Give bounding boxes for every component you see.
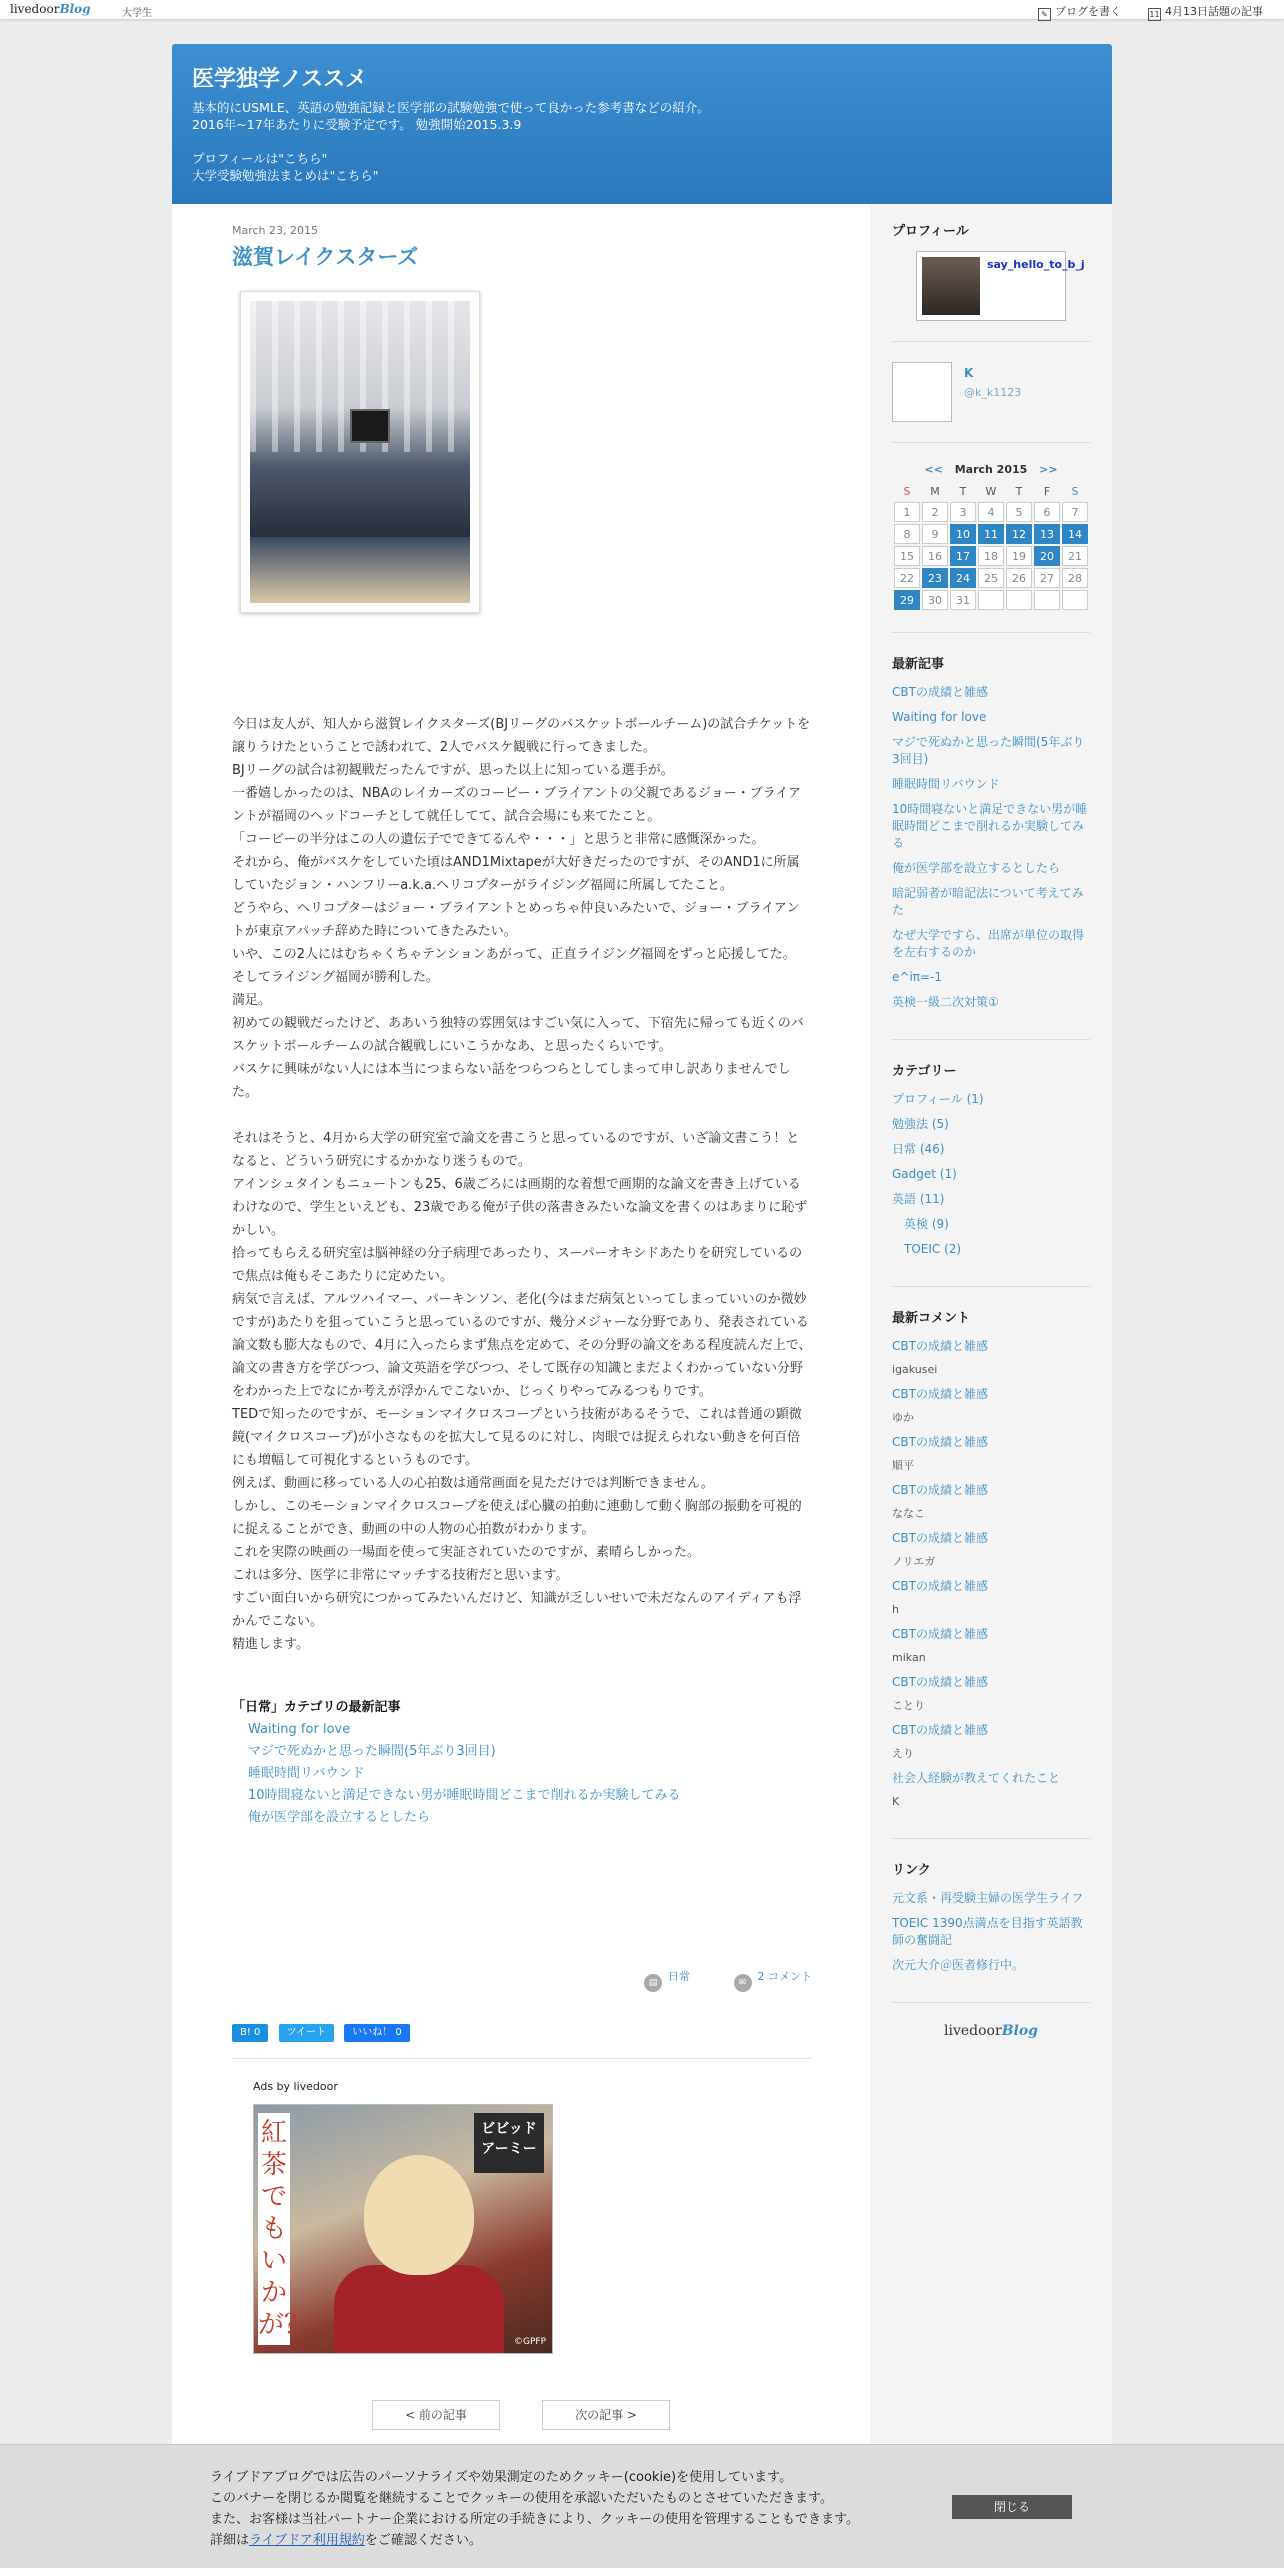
article-meta: [232, 1968, 812, 1992]
category-item: [892, 1166, 1090, 1183]
recent-article-item: [892, 776, 1090, 793]
hatena-bookmark-button[interactable]: B! 0: [232, 2024, 268, 2042]
calendar-weekday: S: [903, 484, 911, 498]
category-link[interactable]: 大学生: [122, 8, 152, 19]
comment-post-link[interactable]: 社会人経験が教えてくれたこと: [892, 1771, 1061, 1785]
category-link[interactable]: 日常 (46): [892, 1142, 945, 1156]
article-paragraph: 一番嬉しかったのは、NBAのレイカーズのコービー・ブライアントの父親であるジョー・ブライアントが福岡のヘッドコーチとして就任してて、試合会場にも来てたこと。: [232, 786, 801, 824]
article-photo[interactable]: [240, 291, 480, 613]
calendar-day[interactable]: 12: [1006, 524, 1032, 544]
article-paragraph: TEDで知ったのですが、モーションマイクロスコープという技術があるそうで、これは普通の顕微鏡(マイクロスコープ)が小さなものを拡大して見るのに対し、肉眼では捉えられない動きを何百倍にも増幅して可視化するというものです。: [232, 1407, 802, 1468]
category-link[interactable]: Gadget (1): [892, 1167, 957, 1181]
article-paragraph: すごい面白いから研究につかってみたいんだけど、知識が乏しいせいで未だなんのアイディアも浮かんでこない。: [232, 1591, 802, 1629]
comment-post-link[interactable]: CBTの成績と雑感: [892, 1435, 988, 1449]
calendar-weekday: T: [959, 484, 967, 498]
calendar-day[interactable]: 14: [1062, 524, 1088, 544]
recent-article-item: [892, 927, 1090, 961]
article-paragraph: 拾ってもらえる研究室は脳神経の分子病理であったり、スーパーオキシドあたりを研究しているので焦点は俺もそこあたりに定めたい。: [232, 1246, 803, 1284]
recent-article-link[interactable]: CBTの成績と雑感: [892, 685, 988, 699]
article-paragraph: 病気で言えば、アルツハイマー、パーキンソン、老化(今はまだ病気といってしまっていいのか微妙ですが)あたりを狙っていこうと思っているのですが、幾分メジャーな分野であり、発表されている論文数も膨大なもので、4月に入ったらまず焦点を定めて、その分野の論文をある程度読んだ上で、論文の書き方を学びつつ、論文英語を学びつつ、そして既存の知識とまだよくわかっていない分野をわかった上でなにか考えが浮かんでこないか、じっくりやってみるつもりです。: [232, 1292, 812, 1399]
article-paragraph: アインシュタインもニュートンも25、6歳ごろには画期的な着想で画期的な論文を書き上げているわけなので、学生といえども、23歳である俺が子供の落書きみたいな論文を書くのはあまりに恥ずかしい。: [232, 1177, 808, 1238]
article-paragraph: バスケに興味がない人には本当につまらない話をつらつらとしてしまって申し訳ありませんでした。: [232, 1062, 791, 1100]
comment-item: [892, 1578, 1090, 1618]
article-paragraph: どうやら、ヘリコプターはジョー・ブライアントとめっちゃ仲良いみたいで、ジョー・ブライアントが東京アパッチ辞めた時についてきたみたい。: [232, 901, 800, 939]
cookie-text-1: ライブドアブログでは広告のパーソナライズや効果測定のためクッキー(cookie)を使用しています。: [210, 2470, 793, 2485]
calendar-day: 8: [894, 524, 920, 544]
related-article-link[interactable]: 10時間寝ないと満足できない男が睡眠時間どこまで削れるか実験してみる: [248, 1788, 681, 1803]
article: [232, 224, 812, 1829]
blog-description-2: 2016年~17年あたりに受験予定です。 勉強開始2015.3.9: [192, 117, 522, 132]
article-paragraph: そしてライジング福岡が勝利した。: [232, 970, 440, 985]
write-blog-button[interactable]: ✎ ブログを書く: [1038, 3, 1121, 21]
article-date: March 23, 2015: [232, 224, 319, 237]
comment-author: 順平: [892, 1459, 914, 1472]
recent-article-link[interactable]: Waiting for love: [892, 710, 987, 724]
article-paragraph: 「コービーの半分はこの人の遺伝子でできてるんや・・・」と思うと非常に感慨深かった。: [232, 832, 765, 847]
category-item: [892, 1141, 1090, 1158]
calendar-day[interactable]: 20: [1034, 546, 1060, 566]
calendar-header: [892, 463, 1090, 476]
category-link[interactable]: 英語 (11): [892, 1192, 945, 1206]
next-article-button[interactable]: 次の記事 >: [542, 2400, 670, 2430]
article-paragraph: 初めての観戦だったけど、ああいう独特の雰囲気はすごい気に入って、下宿先に帰っても近くのバスケットボールチームの試合観戦しにいこうかなあ、と思ったくらいです。: [232, 1016, 804, 1054]
article-paragraph: これは多分、医学に非常にマッチする技術だと思います。: [232, 1568, 569, 1583]
recent-article-item: [892, 969, 1090, 986]
ad-copyright: ©GPFP: [513, 2337, 546, 2347]
recent-article-item: [892, 994, 1090, 1011]
external-link[interactable]: 次元大介＠医者修行中。: [892, 1958, 1025, 1972]
related-item: [248, 1741, 812, 1763]
cookie-text-2: このバナーを閉じるか閲覧を継続することでクッキーの使用を承認いただいたものとさせていただきます。: [210, 2491, 833, 2506]
external-link[interactable]: TOEIC 1390点満点を目指す英語教師の奮闘記: [892, 1916, 1083, 1947]
calendar-day[interactable]: 17: [950, 546, 976, 566]
article-paragraph: 例えば、動画に移っている人の心拍数は通常画面を見ただけでは判断できません。: [232, 1476, 714, 1491]
link-item: [892, 1957, 1090, 1974]
category-link[interactable]: TOEIC (2): [904, 1242, 962, 1256]
calendar-day[interactable]: 11: [978, 524, 1004, 544]
related-article-link[interactable]: マジで死ぬかと思った瞬間(5年ぶり3回目): [248, 1744, 496, 1759]
cookie-banner: [0, 2444, 1284, 2568]
recent-article-link[interactable]: 英検一級二次対策①: [892, 995, 999, 1009]
study-summary-link[interactable]: 大学受験勉強法まとめは"こちら": [192, 168, 379, 183]
category-link[interactable]: プロフィール (1): [892, 1092, 984, 1106]
article-paragraph: それはそうと、4月から大学の研究室で論文を書こうと思っているのですが、いざ論文書こう！となると、どういう研究にするかかなり迷うもので。: [232, 1131, 800, 1169]
livedoor-blog-logo[interactable]: livedoorBlog: [10, 2, 91, 16]
comment-post-link[interactable]: CBTの成績と雑感: [892, 1675, 988, 1689]
profile-name[interactable]: say_hello_to_b_j: [987, 258, 1085, 271]
category-item: [892, 1216, 1090, 1233]
ad-character-image: [364, 2155, 474, 2275]
comment-author: igakusei: [892, 1363, 938, 1376]
comment-icon: ✉: [734, 1974, 752, 1992]
article-title[interactable]: 滋賀レイクスターズ: [232, 245, 419, 269]
comment-author: ゆか: [892, 1411, 914, 1424]
calendar-day: 15: [894, 546, 920, 566]
calendar-day: 21: [1062, 546, 1088, 566]
advertisement-banner[interactable]: [253, 2104, 553, 2354]
recent-article-item: [892, 684, 1090, 701]
comment-author: えり: [892, 1747, 914, 1760]
calendar-weekday: M: [930, 484, 940, 498]
comment-item: [892, 1386, 1090, 1426]
calendar-month: March 2015: [954, 463, 1028, 476]
calendar-day: 31: [950, 590, 976, 610]
comment-item: [892, 1338, 1090, 1378]
recent-article-link[interactable]: 俺が医学部を設立するとしたら: [892, 861, 1061, 875]
recent-article-item: [892, 885, 1090, 919]
folder-icon: ▤: [644, 1974, 662, 1992]
comment-item: [892, 1722, 1090, 1762]
recent-article-link[interactable]: なぜ大学ですら、出席が単位の取得を左右するのか: [892, 928, 1085, 959]
category-item: [892, 1116, 1090, 1133]
footer-livedoor-blog-logo[interactable]: livedoorBlog: [944, 2023, 1038, 2039]
calendar-empty: [1062, 590, 1088, 610]
comment-author: ななこ: [892, 1507, 925, 1520]
calendar-day[interactable]: 29: [894, 590, 920, 610]
article-body: [232, 713, 812, 1656]
related-article-link[interactable]: 俺が医学部を設立するとしたら: [248, 1810, 431, 1825]
comment-item: [892, 1482, 1090, 1522]
comment-item: [892, 1530, 1090, 1570]
recent-comments-heading: 最新コメント: [892, 1311, 971, 1326]
avatar[interactable]: [922, 257, 980, 315]
twitter-profile: [892, 362, 1090, 422]
article-paragraph: それから、俺がバスケをしていた頃はAND1Mixtapeが大好きだったのですが、そのAND1に所属していたジョン・ハンフリーa.k.a.ヘリコプターがライジング福岡に所属してたこと。: [232, 855, 800, 893]
comment-post-link[interactable]: CBTの成績と雑感: [892, 1531, 988, 1545]
related-item: [248, 1719, 812, 1741]
calendar-empty: [1006, 590, 1032, 610]
calendar: [892, 480, 1090, 612]
calendar-day: 27: [1034, 568, 1060, 588]
link-item: [892, 1915, 1090, 1949]
blog-title[interactable]: 医学独学ノススメ: [192, 67, 368, 92]
comment-author: mikan: [892, 1651, 926, 1664]
related-article-link[interactable]: 睡眠時間リバウンド: [248, 1766, 365, 1781]
calendar-day[interactable]: 23: [922, 568, 948, 588]
scoreboard-image: [350, 409, 390, 443]
ads-label: Ads by livedoor: [253, 2080, 338, 2093]
comment-item: [892, 1626, 1090, 1666]
sidebar: [892, 220, 1090, 2039]
calendar-icon: 11: [1149, 10, 1160, 19]
topic-articles-button[interactable]: 11 4月13日話題の記事: [1149, 5, 1263, 19]
comment-post-link[interactable]: CBTの成績と雑感: [892, 1483, 988, 1497]
calendar-day[interactable]: 10: [950, 524, 976, 544]
calendar-weekday: W: [985, 484, 997, 498]
prev-article-button[interactable]: < 前の記事: [372, 2400, 500, 2430]
calendar-day: 9: [922, 524, 948, 544]
article-paragraph: いや、この2人にはむちゃくちゃテンションあがって、正直ライジング福岡をずっと応援してた。: [232, 947, 796, 962]
comment-item: [892, 1770, 1090, 1810]
recent-article-item: [892, 801, 1090, 852]
ad-vertical-text: 紅茶でもいかが？: [258, 2113, 290, 2345]
calendar-day: 16: [922, 546, 948, 566]
cookie-close-button[interactable]: 閉じる: [952, 2495, 1072, 2519]
calendar-next-button[interactable]: >>: [1039, 463, 1058, 476]
blog-header: [172, 44, 1112, 204]
calendar-day: 18: [978, 546, 1004, 566]
calendar-day[interactable]: 24: [950, 568, 976, 588]
related-articles: [232, 1696, 812, 1829]
calendar-day: 25: [978, 568, 1004, 588]
article-paragraph: これを実際の映画の一場面を使って実証されていたのですが、素晴らしかった。: [232, 1545, 701, 1560]
calendar-day[interactable]: 13: [1034, 524, 1060, 544]
related-item: [248, 1807, 812, 1829]
category-item: [892, 1241, 1090, 1258]
facebook-like-button[interactable]: いいね！ 0: [344, 2024, 410, 2042]
recent-article-item: [892, 709, 1090, 726]
twitter-name[interactable]: K: [964, 366, 974, 380]
profile-heading: プロフィール: [892, 224, 969, 239]
comment-item: [892, 1674, 1090, 1714]
comment-post-link[interactable]: CBTの成績と雑感: [892, 1339, 988, 1353]
links-heading: リンク: [892, 1863, 931, 1878]
calendar-empty: [978, 590, 1004, 610]
calendar-day: 2: [922, 502, 948, 522]
terms-link[interactable]: ライブドア利用規約: [249, 2533, 365, 2548]
cookie-text-3: また、お客様は当社パートナー企業における所定の手続きにより、クッキーの使用を管理することもできます。: [210, 2512, 859, 2527]
article-paragraph: 精進します。: [232, 1637, 309, 1652]
recent-article-link[interactable]: 睡眠時間リバウンド: [892, 777, 1000, 791]
comment-author: ノリエガ: [892, 1555, 936, 1568]
calendar-day: 22: [894, 568, 920, 588]
article-paragraph: [232, 1104, 812, 1127]
external-link[interactable]: 元文系・再受験主婦の医学生ライフ: [892, 1891, 1084, 1905]
cookie-text-5: をご確認ください。: [364, 2533, 482, 2548]
article-paragraph: しかし、このモーションマイクロスコープを使えば心臓の拍動に連動して動く胸部の振動を可視的に捉えることができ、動画の中の人物の心拍数がわかります。: [232, 1499, 802, 1537]
comment-author: K: [892, 1795, 900, 1808]
calendar-day: 30: [922, 590, 948, 610]
category-item: [892, 1191, 1090, 1208]
comment-post-link[interactable]: CBTの成績と雑感: [892, 1627, 988, 1641]
comment-item: [892, 1434, 1090, 1474]
calendar-day: 7: [1062, 502, 1088, 522]
category-item: [892, 1091, 1090, 1108]
calendar-day: 28: [1062, 568, 1088, 588]
twitter-id[interactable]: @k_k1123: [964, 386, 1022, 399]
category-link[interactable]: 英検 (9): [904, 1217, 949, 1231]
calendar-prev-button[interactable]: <<: [924, 463, 943, 476]
recent-article-link[interactable]: マジで死ぬかと思った瞬間(5年ぶり3回目): [892, 735, 1085, 766]
comment-post-link[interactable]: CBTの成績と雑感: [892, 1723, 988, 1737]
calendar-day: 4: [978, 502, 1004, 522]
comment-author: h: [892, 1603, 899, 1616]
comment-author: ことり: [892, 1699, 925, 1712]
recent-article-link[interactable]: 10時間寝ないと満足できない男が睡眠時間どこまで削れるか実験してみる: [892, 802, 1088, 850]
comment-post-link[interactable]: CBTの成績と雑感: [892, 1579, 988, 1593]
article-paragraph: 満足。: [232, 993, 272, 1008]
profile-card[interactable]: [916, 251, 1085, 321]
recent-article-link[interactable]: 暗記弱者が暗記法について考えてみた: [892, 886, 1084, 917]
social-buttons: [232, 2024, 416, 2042]
profile-link[interactable]: プロフィールは"こちら": [192, 151, 328, 166]
link-item: [892, 1890, 1090, 1907]
related-title: 「日常」カテゴリの最新記事: [232, 1700, 401, 1715]
recent-article-link[interactable]: e^iπ=-1: [892, 970, 943, 984]
calendar-weekday: F: [1043, 484, 1051, 498]
calendar-day: 6: [1034, 502, 1060, 522]
ad-game-logo: ビビッド アーミー: [474, 2113, 544, 2173]
calendar-day: 1: [894, 502, 920, 522]
calendar-day: 5: [1006, 502, 1032, 522]
pencil-icon: ✎: [1038, 8, 1051, 21]
cookie-text-4: 詳細は: [210, 2533, 250, 2548]
recent-article-item: [892, 734, 1090, 768]
related-item: [248, 1763, 812, 1785]
recent-articles-heading: 最新記事: [892, 657, 945, 672]
calendar-weekday: T: [1015, 484, 1023, 498]
article-category-link[interactable]: 日常: [668, 1970, 690, 1983]
comment-post-link[interactable]: CBTの成績と雑感: [892, 1387, 988, 1401]
related-article-link[interactable]: Waiting for love: [248, 1722, 351, 1737]
blog-description-1: 基本的にUSMLE、英語の勉強記録と医学部の試験勉強で使って良かった参考書などの紹介。: [192, 100, 710, 115]
article-paragraph: 今日は友人が、知人から滋賀レイクスターズ(BJリーグのバスケットボールチーム)の試合チケットを譲りうけたということで誘われて、2人でバスケ観戦に行ってきました。: [232, 717, 811, 755]
twitter-avatar[interactable]: [892, 362, 952, 422]
tweet-button[interactable]: ツイート: [279, 2024, 335, 2042]
article-comments-link[interactable]: 2 コメント: [757, 1970, 812, 1983]
calendar-empty: [1034, 590, 1060, 610]
categories-heading: カテゴリー: [892, 1064, 957, 1079]
calendar-weekday: S: [1071, 484, 1079, 498]
article-paragraph: BJリーグの試合は初観戦だったんですが、思った以上に知っている選手が。: [232, 763, 674, 778]
calendar-day: 3: [950, 502, 976, 522]
calendar-day: 26: [1006, 568, 1032, 588]
recent-article-item: [892, 860, 1090, 877]
related-item: [248, 1785, 812, 1807]
top-bar: [0, 0, 1284, 20]
calendar-day: 19: [1006, 546, 1032, 566]
category-link[interactable]: 勉強法 (5): [892, 1117, 949, 1131]
divider: [232, 2058, 812, 2059]
